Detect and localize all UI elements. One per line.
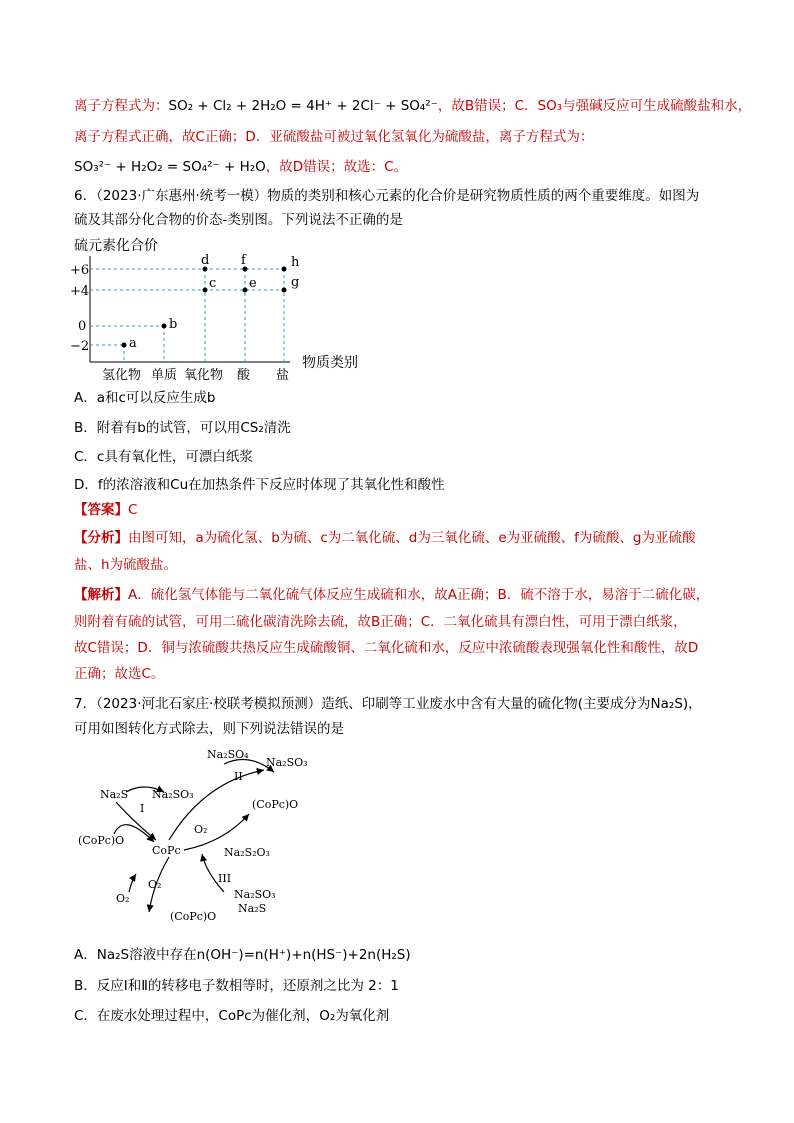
valence-category-chart [70, 234, 380, 384]
q7-option-a: A．Na₂S溶液中存在n(OH⁻)=n(H⁺)+n(HS⁻)+2n(H₂S) [74, 947, 411, 963]
point-b [162, 324, 167, 329]
q6-option-b-pre: B．附着有b的试管，可以用 [74, 420, 241, 436]
label-na2so3-top: Na₂SO₃ [266, 756, 308, 769]
xcat-element: 单质 [151, 368, 178, 383]
xcat-acid: 酸 [237, 368, 251, 383]
label-f: f [241, 253, 246, 268]
ytick-plus4: +4 [70, 284, 90, 299]
chart-ylabel: 硫元素化合价 [74, 238, 158, 254]
analysis-tag: 【分析】 [74, 530, 128, 546]
ytick-plus6: +6 [70, 263, 90, 278]
label-copcо-right: (CoPc)O [252, 798, 299, 811]
ytick-minus2: −2 [70, 339, 90, 354]
q6-option-c: C．c具有氧化性，可漂白纸浆 [74, 449, 253, 465]
q6-analysis-line-2: 盐、h为硫酸盐。 [74, 557, 178, 573]
label-o2-right: O₂ [194, 823, 208, 836]
q7-option-c-formula: O₂ [319, 1008, 336, 1024]
label-na2so3-bottom: Na₂SO₃ [234, 888, 276, 901]
point-c [203, 288, 208, 293]
q6-solution-line-1 [74, 585, 709, 605]
chart-xlabel: 物质类别 [302, 355, 358, 371]
label-e: e [249, 276, 257, 291]
label-na2so4-top: Na₂SO₄ [207, 748, 249, 761]
q7-stem-line-1: 7．（2023·河北石家庄·校联考模拟预测）造纸、印刷等工业废水中含有大量的硫化物(主要成分为Na₂S)， [74, 696, 702, 712]
label-b: b [169, 317, 178, 332]
label-c: c [209, 276, 217, 291]
prev-eq-prefix: 离子方程式为： [74, 98, 169, 114]
q7-option-b: B．反应Ⅰ和Ⅱ的转移电子数相等时，还原剂之比为 2：1 [74, 978, 399, 994]
q6-option-b-formula: CS₂ [240, 420, 264, 436]
q6-stem-line-1: 6．（2023·广东惠州·统考一模）物质的类别和核心元素的化合价是研究物质性质的两个重要维度。如图为 [74, 188, 700, 204]
point-g [282, 288, 287, 293]
label-na2s-left: Na₂S [100, 788, 129, 801]
q6-solution-line-4: 正确；故选C。 [74, 666, 165, 682]
q6-option-d: D．f的浓溶液和Cu在加热条件下反应时体现了其氧化性和酸性 [74, 477, 445, 493]
prev-solution-line-1 [74, 96, 751, 116]
q6-option-a: A．a和c可以反应生成b [74, 390, 216, 406]
answer-value: C [128, 502, 138, 518]
conversion-cycle-diagram [74, 742, 334, 927]
prev-line1-after: ，故B错误；C．SO₃与强碱反应可生成硫酸盐和水， [437, 98, 752, 114]
label-a: a [129, 336, 137, 351]
label-copco-left: (CoPc)O [78, 834, 125, 847]
q6-solution-line-3: 故C错误；D．铜与浓硫酸共热反应生成硫酸铜、二氧化硫和水，反应中浓硫酸表现强氧化性和酸性，故D [74, 640, 699, 656]
xcat-oxide: 氧化物 [184, 368, 224, 383]
q7-option-c-pre: C．在废水处理过程中，CoPc为催化剂， [74, 1008, 320, 1024]
prev-equation-1: SO₂ + Cl₂ + 2H₂O = 4H⁺ + 2Cl⁻ + SO₄²⁻ [168, 98, 438, 114]
prev-equation-2: SO₃²⁻ + H₂O₂ = SO₄²⁻ + H₂O [74, 159, 266, 175]
label-na2so3-mid: Na₂SO₃ [152, 788, 194, 801]
q6-solution-line-2: 则附着有硫的试管，可用二硫化碳清洗除去硫，故B正确；C．二氧化硫具有漂白性，可用于漂白纸浆， [74, 614, 687, 630]
point-a [122, 343, 127, 348]
prev-solution-line-2: 离子方程式正确，故C正确；D．亚硫酸盐可被过氧化氢氧化为硫酸盐，离子方程式为： [74, 129, 594, 145]
arrow-o2-in [129, 874, 136, 892]
q6-analysis-line-1 [74, 528, 695, 548]
prev-solution-line-3 [74, 157, 407, 177]
label-o2-lower: O₂ [148, 878, 162, 891]
solution-tag: 【解析】 [74, 587, 128, 603]
analysis-text-1: 由图可知，a为硫化氢、b为硫、c为二氧化硫、d为三氧化硫、e为亚硫酸、f为硫酸、g为亚硫酸 [128, 530, 696, 546]
label-na2s2o3: Na₂S₂O₃ [224, 846, 270, 859]
q7-option-c [74, 1006, 389, 1026]
label-roman-1: I [140, 802, 145, 815]
q7-stem-line-2: 可用如图转化方式除去，则下列说法错误的是 [74, 721, 344, 737]
answer-tag: 【答案】 [74, 502, 128, 518]
label-h: h [291, 255, 300, 270]
label-copc-center: CoPc [152, 844, 181, 857]
q7-option-c-post: 为氧化剂 [335, 1008, 390, 1024]
label-o2-bottom: O₂ [116, 892, 130, 905]
label-roman-2: II [234, 770, 243, 783]
solution-text-1: A．硫化氢气体能与二氧化硫气体反应生成硫和水，故A正确；B．硫不溶于水，易溶于二硫化碳， [128, 587, 710, 603]
label-d: d [201, 253, 210, 268]
ytick-0: 0 [78, 319, 87, 334]
arrow-copc-to-copco-top [169, 770, 264, 840]
q6-option-b-post: 清洗 [263, 420, 291, 436]
label-copco-bottom: (CoPc)O [170, 910, 217, 923]
label-roman-3: III [218, 872, 232, 885]
prev-line3-after: ，故D错误；故选：C。 [265, 159, 408, 175]
q6-answer [74, 500, 137, 520]
point-e [243, 288, 248, 293]
label-na2s-bottom: Na₂S [238, 902, 267, 915]
xcat-hydride: 氢化物 [102, 368, 142, 383]
q6-option-b [74, 418, 291, 438]
label-g: g [291, 275, 300, 290]
q6-stem-line-2: 硫及其部分化合物的价态-类别图。下列说法不正确的是 [74, 212, 403, 228]
point-h [282, 267, 287, 272]
xcat-salt: 盐 [276, 368, 290, 383]
